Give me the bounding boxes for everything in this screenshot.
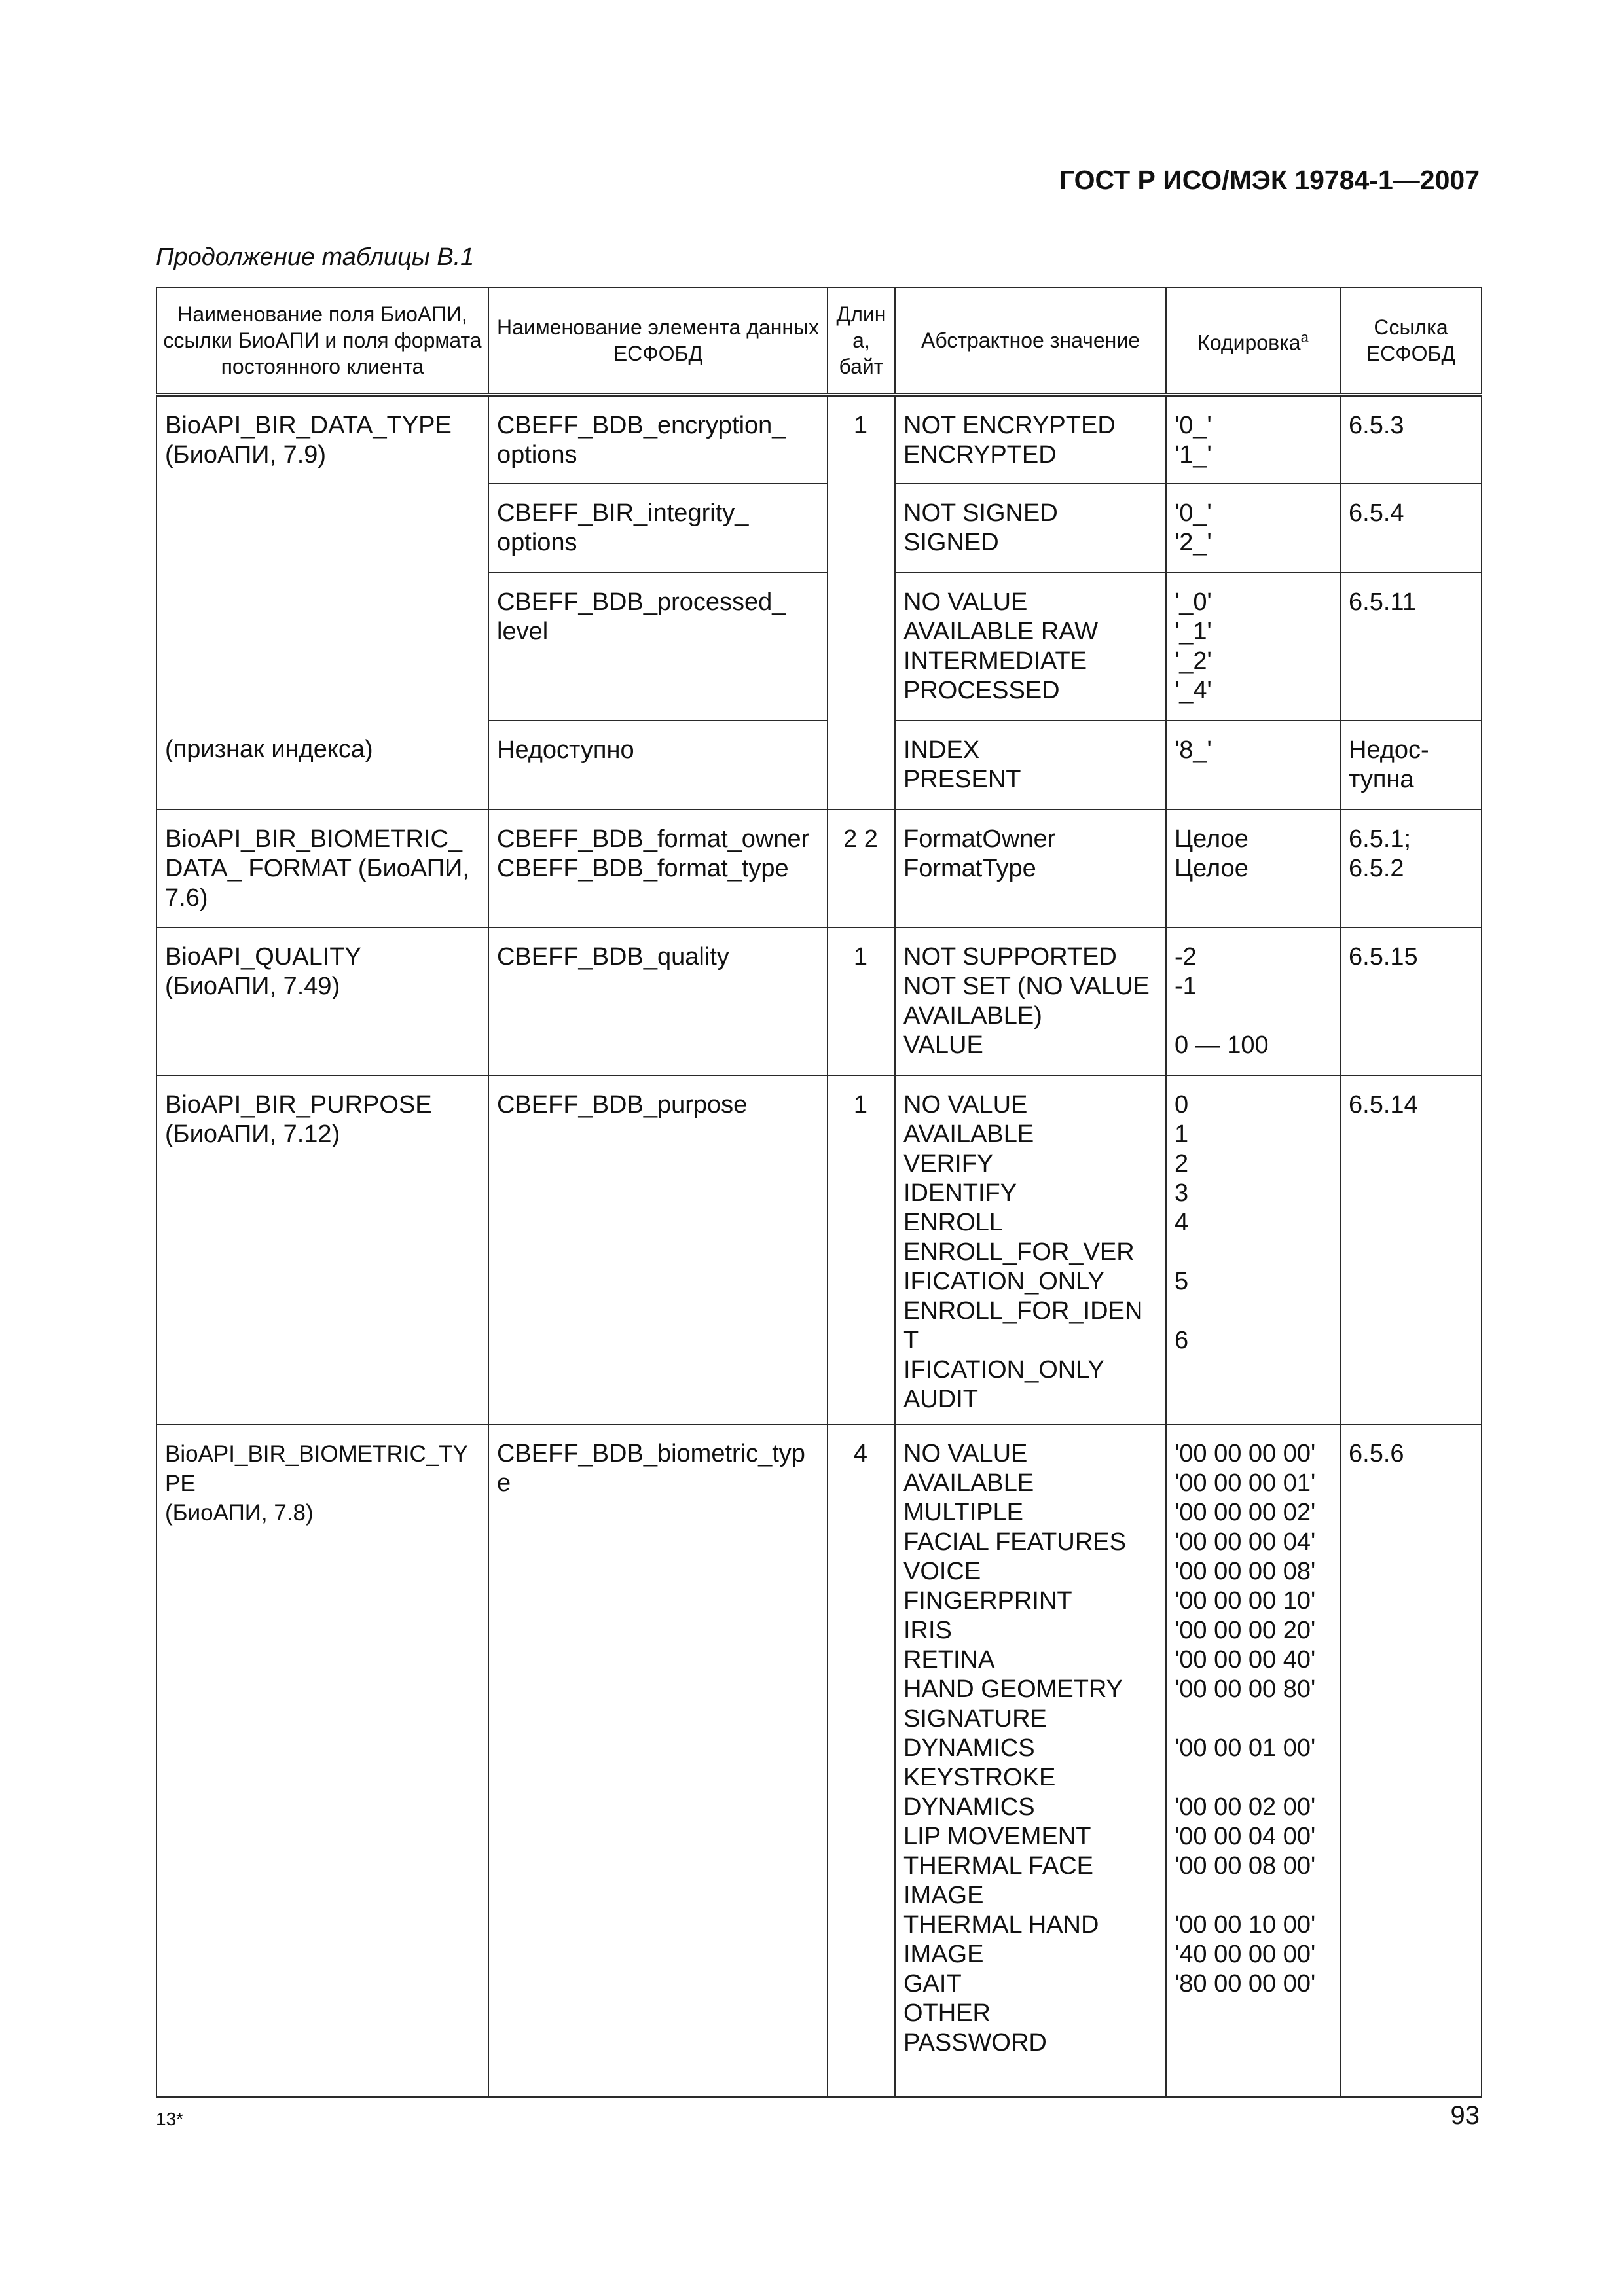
abstract-cell: NOT SIGNED SIGNED <box>895 484 1166 573</box>
element-cell: Недоступно <box>488 721 828 810</box>
ref-cell: 6.5.3 <box>1340 395 1482 484</box>
ref-cell: 6.5.14 <box>1340 1075 1482 1424</box>
col-header-length: Длина, байт <box>828 287 895 395</box>
col-header-field: Наименование поля БиоАПИ, ссылки БиоАПИ и поля формата постоянного клиента <box>156 287 488 395</box>
abstract-cell: NO VALUE AVAILABLE RAW INTERMEDIATE PROCESSED <box>895 573 1166 721</box>
field-cell: BioAPI_BIR_BIOMETRIC_ DATA_ FORMAT (БиоАПИ, 7.6) <box>156 810 488 927</box>
element-cell: CBEFF_BDB_processed_ level <box>488 573 828 721</box>
length-cell: 1 <box>828 395 895 810</box>
abstract-cell: NO VALUE AVAILABLE MULTIPLE FACIAL FEATURES VOICE FINGERPRINT IRIS RETINA HAND GEOMETRY SIGNATURE DYNAMICS KEYSTROKE DYNAMICS LIP MOVEMENT THERMAL FACE IMAGE THERMAL HAND IMAGE GAIT OTHER PASSWORD <box>895 1424 1166 2097</box>
encoding-cell: '0_' '2_' <box>1166 484 1340 573</box>
table-continuation-caption: Продолжение таблицы В.1 <box>156 243 475 271</box>
encoding-cell: Целое Целое <box>1166 810 1340 927</box>
encoding-cell: '00 00 00 00' '00 00 00 01' '00 00 00 02' '00 00 00 04' '00 00 00 08' '00 00 00 10' '00 00 00 20' '00 00 00 40' '00 00 00 80' '00 00 01 00' '00 00 02 00' '00 00 04 00' '00 00 08 00' '00 00 10 00' '40 00 00 00' '80 00 00 00' <box>1166 1424 1340 2097</box>
element-cell: CBEFF_BDB_purpose <box>488 1075 828 1424</box>
encoding-cell: '_0' '_1' '_2' '_4' <box>1166 573 1340 721</box>
standard-designation: ГОСТ Р ИСО/МЭК 19784-1—2007 <box>1059 165 1480 195</box>
abstract-cell: NO VALUE AVAILABLE VERIFY IDENTIFY ENROLL ENROLL_FOR_VER IFICATION_ONLY ENROLL_FOR_IDENT IFICATION_ONLY AUDIT <box>895 1075 1166 1424</box>
field-cell: BioAPI_BIR_DATA_TYPE (БиоАПИ, 7.9) <box>156 395 488 721</box>
table-header-row <box>156 287 1482 395</box>
field-cell: BioAPI_BIR_BIOMETRIC_TYPE (БиоАПИ, 7.8) <box>156 1424 488 2097</box>
col-header-ref: Ссылка ЕСФОБД <box>1340 287 1482 395</box>
ref-cell: 6.5.4 <box>1340 484 1482 573</box>
abstract-cell: FormatOwner FormatType <box>895 810 1166 927</box>
abstract-cell: NOT ENCRYPTED ENCRYPTED <box>895 395 1166 484</box>
element-cell: CBEFF_BDB_biometric_type <box>488 1424 828 2097</box>
encoding-cell: '8_' <box>1166 721 1340 810</box>
abstract-cell: INDEX PRESENT <box>895 721 1166 810</box>
page-number: 93 <box>1450 2101 1480 2130</box>
col-header-abstract: Абстрактное значение <box>895 287 1166 395</box>
ref-cell: 6.5.6 <box>1340 1424 1482 2097</box>
ref-cell: 6.5.15 <box>1340 927 1482 1075</box>
table-row <box>156 927 1482 1075</box>
table-row <box>156 1424 1482 2097</box>
table-row <box>156 1075 1482 1424</box>
ref-cell: Недос- тупна <box>1340 721 1482 810</box>
element-cell: CBEFF_BIR_integrity_ options <box>488 484 828 573</box>
length-cell: 4 <box>828 1424 895 2097</box>
data-table <box>156 287 1482 2098</box>
encoding-cell: 0 1 2 3 4 5 6 <box>1166 1075 1340 1424</box>
element-cell: CBEFF_BDB_encryption_ options <box>488 395 828 484</box>
field-cell: BioAPI_BIR_PURPOSE (БиоАПИ, 7.12) <box>156 1075 488 1424</box>
col-header-encoding: Кодировка$^a$ <box>1166 287 1340 395</box>
table-row <box>156 395 1482 484</box>
abstract-cell: NOT SUPPORTED NOT SET (NO VALUE AVAILABLE) VALUE <box>895 927 1166 1075</box>
field-cell: (признак индекса) <box>156 721 488 810</box>
encoding-cell: -2 -1 0 — 100 <box>1166 927 1340 1075</box>
footer-sheet-mark: 13* <box>156 2109 184 2129</box>
encoding-cell: '0_' '1_' <box>1166 395 1340 484</box>
field-cell: BioAPI_QUALITY (БиоАПИ, 7.49) <box>156 927 488 1075</box>
length-cell: 2 2 <box>828 810 895 927</box>
col-header-element: Наименование элемента данных ЕСФОБД <box>488 287 828 395</box>
element-cell: CBEFF_BDB_format_owner CBEFF_BDB_format_type <box>488 810 828 927</box>
length-cell: 1 <box>828 927 895 1075</box>
element-cell: CBEFF_BDB_quality <box>488 927 828 1075</box>
ref-cell: 6.5.1; 6.5.2 <box>1340 810 1482 927</box>
length-cell: 1 <box>828 1075 895 1424</box>
table-row <box>156 721 1482 810</box>
table-row <box>156 810 1482 927</box>
ref-cell: 6.5.11 <box>1340 573 1482 721</box>
